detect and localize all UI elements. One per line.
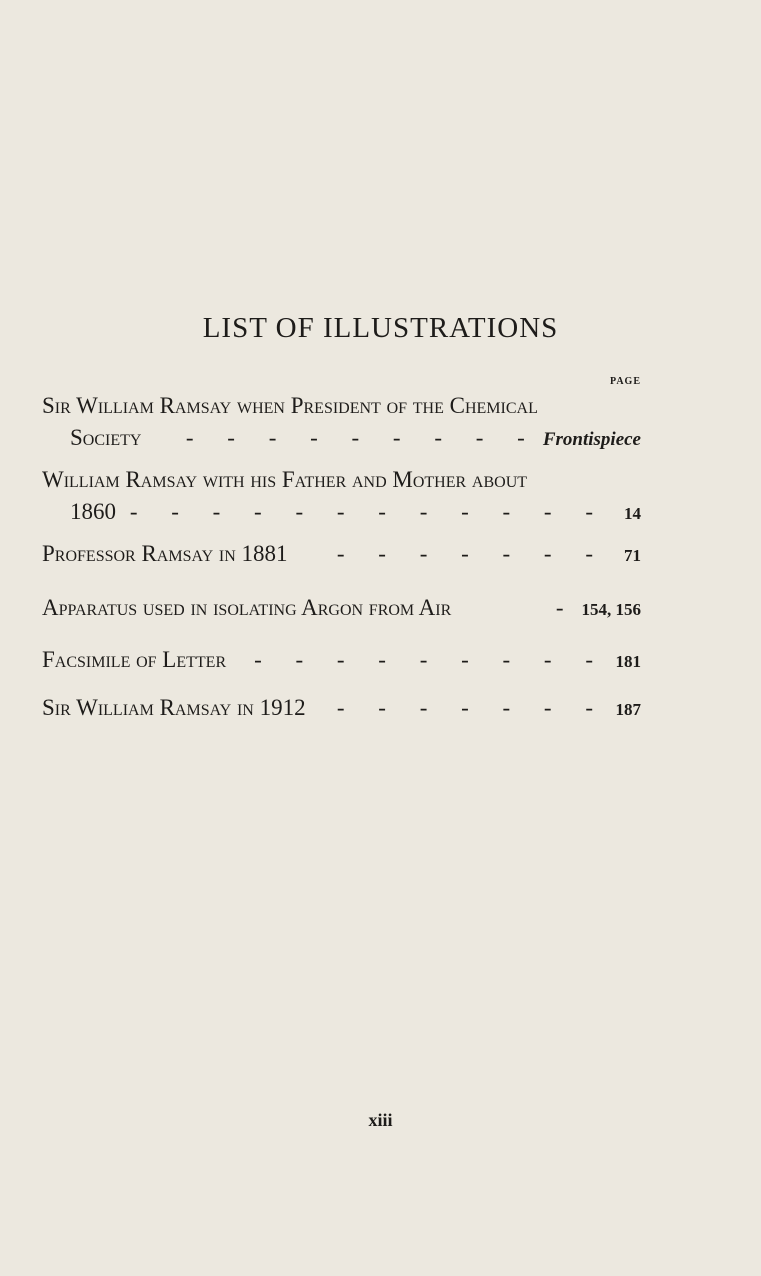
entry-page-number: Frontispiece (542, 429, 641, 450)
entry-title-continued: 1860 (70, 499, 116, 524)
entry-title-continued: Society (70, 425, 142, 450)
dot-leader: - (555, 595, 578, 620)
illustration-entry-4 (42, 592, 641, 624)
entry-page-number: 154, 156 (581, 600, 641, 619)
entry-page-number: 14 (624, 504, 641, 523)
entry-title: Facsimile of Letter (42, 647, 227, 672)
folio-page-number: xiii (368, 1110, 393, 1130)
entry-page-number: 181 (615, 652, 641, 671)
dot-leader: - - - - - - - - - (254, 647, 607, 672)
entry-page-number: 71 (624, 546, 641, 565)
page-title: LIST OF ILLUSTRATIONS (202, 312, 559, 344)
illustration-entry-2 (42, 464, 641, 528)
entry-title: Apparatus used in isolating Argon from Air (42, 595, 452, 620)
illustration-entry-5 (42, 644, 641, 676)
illustration-entry-1 (42, 390, 641, 454)
entry-page-number: 187 (615, 700, 641, 719)
dot-leader: - - - - - - - - - - - - (129, 499, 607, 524)
entry-title: Professor Ramsay in 1881 (42, 541, 288, 566)
entry-title: Sir William Ramsay when President of the Chemical (42, 393, 538, 418)
illustration-entry-3 (42, 538, 641, 570)
entry-title: William Ramsay with his Father and Mother about (42, 467, 528, 492)
illustration-entry-6 (42, 692, 641, 724)
dot-leader: - - - - - - - (336, 541, 607, 566)
page-column-header: PAGE (609, 376, 641, 387)
dot-leader: - - - - - - - - - (185, 425, 539, 450)
entry-title: Sir William Ramsay in 1912 (42, 695, 306, 720)
dot-leader: - - - - - - - (336, 695, 607, 720)
